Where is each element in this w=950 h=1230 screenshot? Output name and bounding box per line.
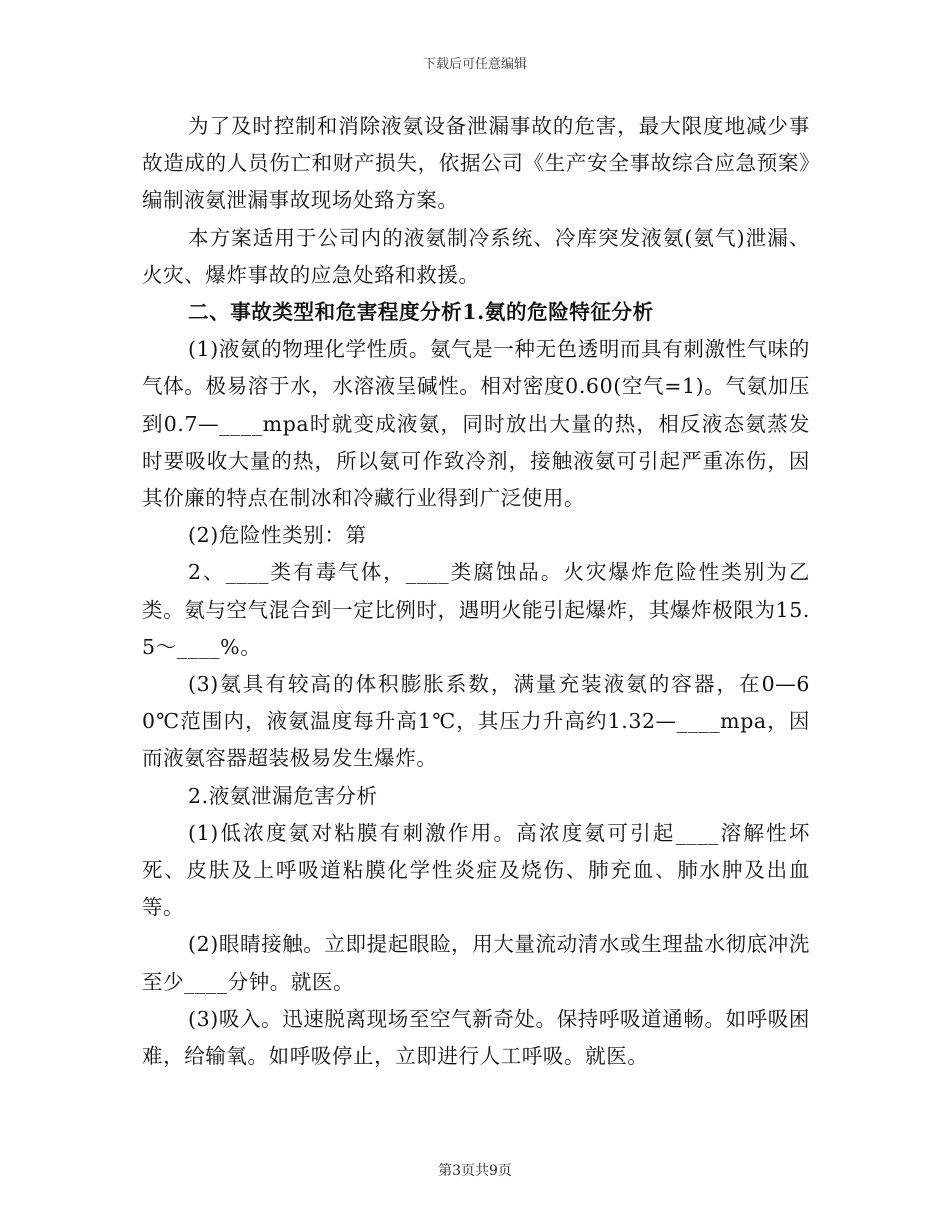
paragraph-toxic-gas-class: 2、____类有毒气体，____类腐蚀品。火灾爆炸危险性类别为乙类。氨与空气混合到一定比例时，遇明火能引起爆炸，其爆炸极限为15.5～____%。 bbox=[142, 560, 810, 659]
subheading-leak-hazard: 2.液氨泄漏危害分析 bbox=[188, 783, 378, 808]
paragraph-properties: (1)液氨的物理化学性质。氨气是一种无色透明而具有刺激性气味的气体。极易溶于水，水溶液呈碱性。相对密度0.60(空气=1)。气氨加压到0.7—____mpa时就变成液氨，同时放出大量的热，相反液态氨蒸发时要吸收大量的热，所以氨可作致冷剂，接触液氨可引起严重冻伤，因其价廉的特点在制冰和冷藏行业得到广泛使用。 bbox=[142, 337, 810, 511]
section-heading-accident-analysis: 二、事故类型和危害程度分析1.氨的危险特征分析 bbox=[188, 300, 654, 325]
document-body bbox=[142, 108, 810, 1075]
paragraph-eye-contact: (2)眼睛接触。立即提起眼睑，用大量流动清水或生理盐水彻底冲洗至少____分钟。就医。 bbox=[142, 932, 810, 994]
paragraph-scope: 本方案适用于公司内的液氨制冷系统、冷库突发液氨(氨气)泄漏、火灾、爆炸事故的应急处臵和救援。 bbox=[142, 225, 810, 287]
paragraph-purpose: 为了及时控制和消除液氨设备泄漏事故的危害，最大限度地减少事故造成的人员伤亡和财产损失，依据公司《生产安全事故综合应急预案》编制液氨泄漏事故现场处臵方案。 bbox=[142, 114, 810, 213]
paragraph-inhalation: (3)吸入。迅速脱离现场至空气新奇处。保持呼吸道通畅。如呼吸困难，给输氧。如呼吸停止，立即进行人工呼吸。就医。 bbox=[142, 1006, 810, 1069]
paragraph-expansion: (3)氨具有较高的体积膨胀系数，满量充装液氨的容器，在0—60℃范围内，液氨温度每升高1℃，其压力升高约1.32—____mpa，因而液氨容器超装极易发生爆炸。 bbox=[142, 672, 810, 771]
page-number: 第3页共9页 bbox=[438, 1163, 512, 1179]
paragraph-mucosa: (1)低浓度氨对粘膜有刺激作用。高浓度氨可引起____溶解性坏死、皮肤及上呼吸道粘膜化学性炎症及烧伤、肺充血、肺水肿及出血等。 bbox=[142, 820, 810, 920]
download-note: 下载后可任意编辑 bbox=[422, 57, 527, 72]
paragraph-hazard-category: (2)危险性类别：第 bbox=[188, 523, 367, 548]
